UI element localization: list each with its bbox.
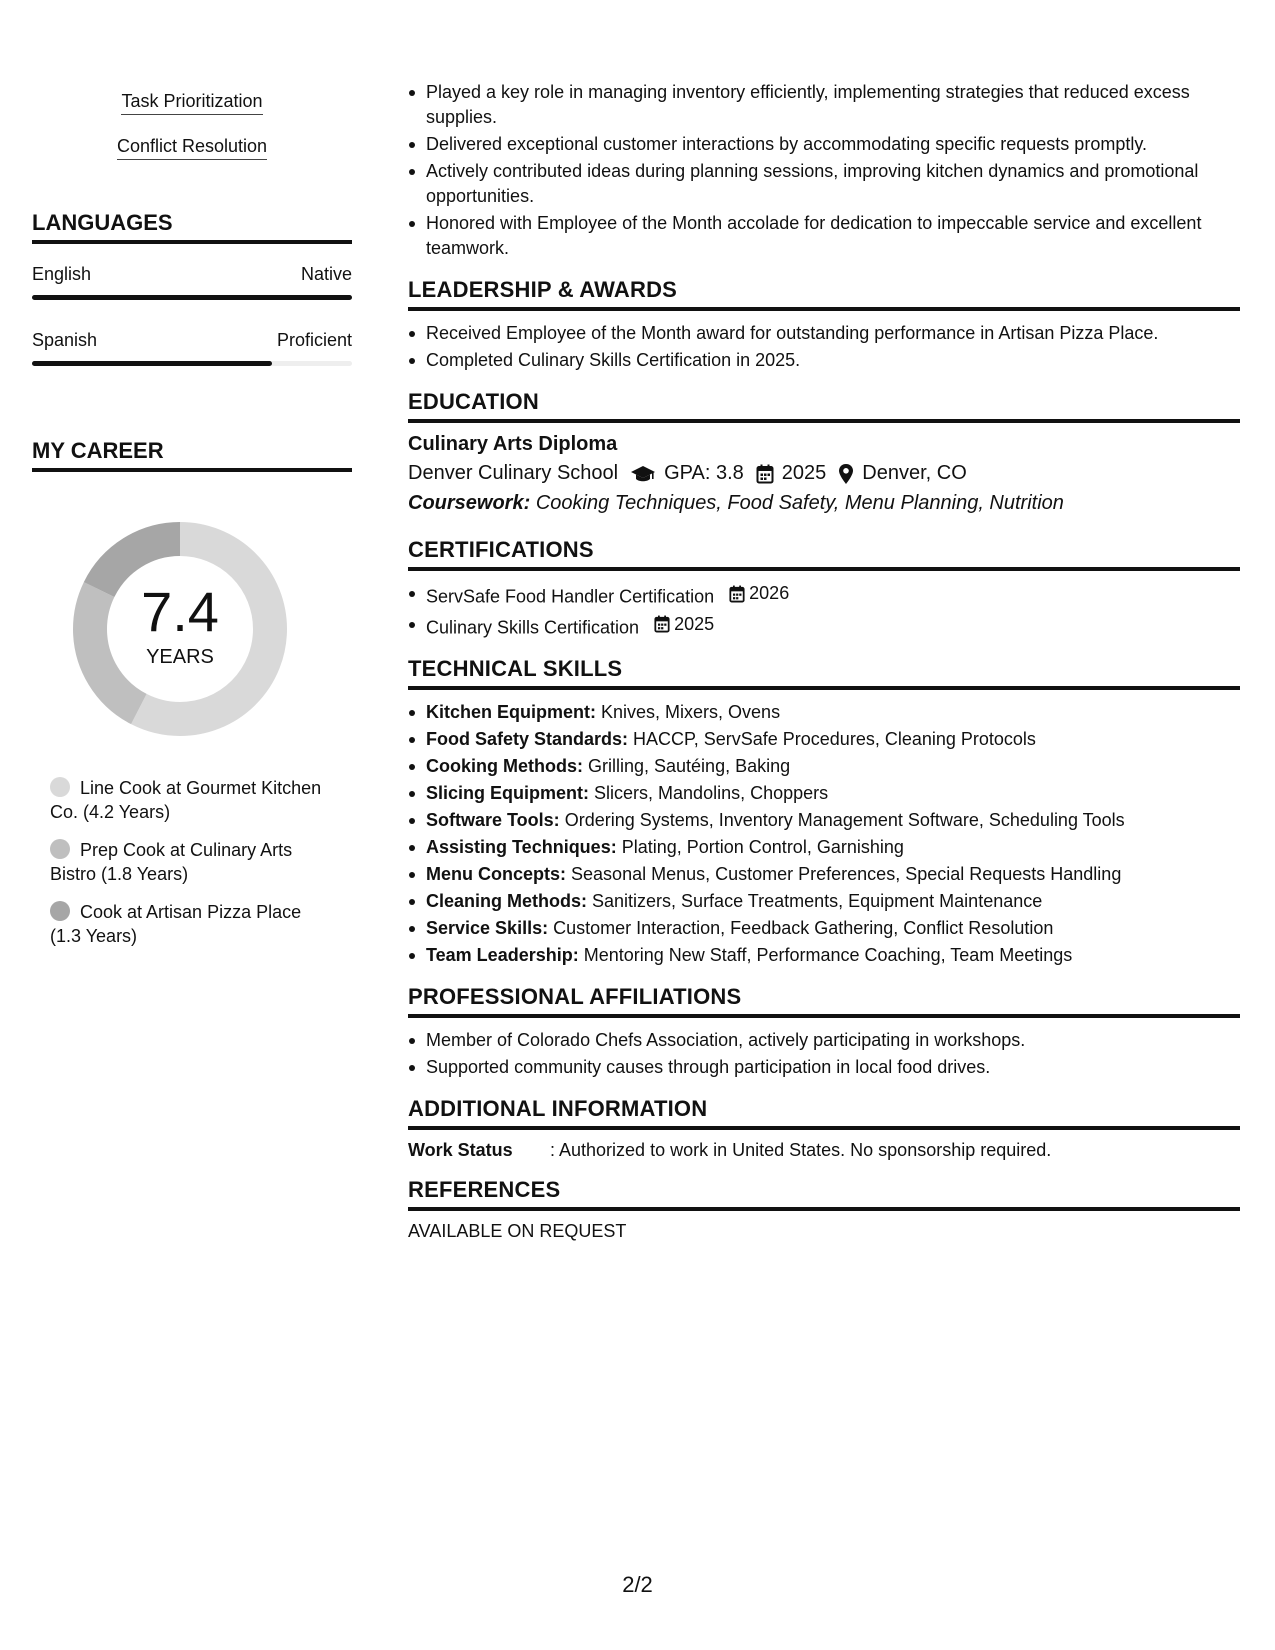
work-status-value: : Authorized to work in United States. No sponsorship required. <box>550 1140 1052 1160</box>
skill-label: Cleaning Methods: <box>426 891 587 911</box>
skill-value: Slicers, Mandolins, Choppers <box>594 783 829 803</box>
legend-dot <box>50 777 70 797</box>
skill-item <box>408 808 1240 833</box>
work-status-label: Work Status <box>408 1140 513 1160</box>
language-name: Spanish <box>32 330 98 350</box>
experience-bullet: Delivered exceptional customer interactions by accommodating specific requests promptly. <box>408 132 1240 157</box>
legend-dot <box>50 901 70 921</box>
career-total-value: 7.4 <box>141 579 219 643</box>
skill-value: Grilling, Sautéing, Baking <box>588 756 791 776</box>
skill-label: Service Skills: <box>426 918 549 938</box>
leadership-item: Received Employee of the Month award for outstanding performance in Artisan Pizza Place. <box>408 321 1240 346</box>
career-legend-item <box>50 900 330 948</box>
skill-label: Slicing Equipment: <box>426 783 590 803</box>
soft-skill: Conflict Resolution <box>117 136 267 160</box>
skill-value: Sanitizers, Surface Treatments, Equipment Maintenance <box>592 891 1043 911</box>
coursework-value: Cooking Techniques, Food Safety, Menu Planning, Nutrition <box>535 492 1064 514</box>
skill-value: Customer Interaction, Feedback Gathering, Conflict Resolution <box>553 918 1054 938</box>
affiliations-list <box>408 1028 1240 1080</box>
certification-year: 2025 <box>674 613 715 634</box>
language-bar <box>32 295 352 300</box>
experience-bullet: Honored with Employee of the Month accolade for dedication to impeccable service and excellent teamwork. <box>408 211 1240 261</box>
skill-item <box>408 700 1240 725</box>
career-legend-label: Line Cook at Gourmet Kitchen Co. (4.2 Years) <box>50 778 322 822</box>
skill-label: Software Tools: <box>426 810 560 830</box>
sidebar <box>32 80 352 962</box>
education-year: 2025 <box>781 462 827 484</box>
skill-item <box>408 835 1240 860</box>
skill-label: Team Leadership: <box>426 945 579 965</box>
career-legend <box>50 776 330 948</box>
graduation-cap-icon <box>630 464 656 484</box>
skill-item <box>408 781 1240 806</box>
skill-item <box>408 889 1240 914</box>
main-content <box>408 80 1240 1242</box>
experience-bullets <box>408 80 1240 261</box>
skill-item <box>408 862 1240 887</box>
certifications-heading: CERTIFICATIONS <box>408 537 1240 571</box>
language-item <box>32 264 352 300</box>
certification-item <box>408 612 1240 641</box>
certification-item <box>408 581 1240 610</box>
calendar-icon <box>654 615 670 633</box>
certifications-list <box>408 581 1240 640</box>
language-item <box>32 330 352 366</box>
skill-label: Food Safety Standards: <box>426 729 629 749</box>
language-bar-fill <box>32 295 352 300</box>
leadership-heading: LEADERSHIP & AWARDS <box>408 277 1240 311</box>
skill-item <box>408 727 1240 752</box>
experience-bullet: Played a key role in managing inventory efficiently, implementing strategies that reduced excess supplies. <box>408 80 1240 130</box>
career-legend-item <box>50 838 330 886</box>
languages-heading: LANGUAGES <box>32 210 352 244</box>
skill-value: Plating, Portion Control, Garnishing <box>621 837 904 857</box>
education-location: Denver, CO <box>862 462 967 484</box>
technical-skills-heading: TECHNICAL SKILLS <box>408 656 1240 690</box>
skill-value: Seasonal Menus, Customer Preferences, Special Requests Handling <box>571 864 1122 884</box>
leadership-list <box>408 321 1240 373</box>
skill-value: Mentoring New Staff, Performance Coaching, Team Meetings <box>583 945 1073 965</box>
education-coursework <box>408 492 1240 515</box>
soft-skill: Task Prioritization <box>121 91 262 115</box>
language-bar-fill <box>32 361 272 366</box>
affiliation-item: Supported community causes through participation in local food drives. <box>408 1055 1240 1080</box>
affiliation-item: Member of Colorado Chefs Association, actively participating in workshops. <box>408 1028 1240 1053</box>
education-heading: EDUCATION <box>408 389 1240 423</box>
certification-year: 2026 <box>749 583 790 603</box>
soft-skills <box>32 80 352 170</box>
leadership-item: Completed Culinary Skills Certification in 2025. <box>408 348 1240 373</box>
language-bar <box>32 361 352 366</box>
skill-label: Assisting Techniques: <box>426 837 617 857</box>
career-legend-label: Cook at Artisan Pizza Place (1.3 Years) <box>50 902 302 946</box>
language-level: Native <box>300 264 352 284</box>
additional-info-heading: ADDITIONAL INFORMATION <box>408 1096 1240 1130</box>
map-pin-icon <box>838 463 854 485</box>
skill-label: Cooking Methods: <box>426 756 583 776</box>
skill-item <box>408 916 1240 941</box>
coursework-label: Coursework: <box>408 492 531 514</box>
education-school: Denver Culinary School <box>408 462 619 484</box>
career-donut-chart <box>65 514 295 744</box>
education-details <box>408 462 1240 485</box>
skill-item <box>408 943 1240 968</box>
work-status-row <box>408 1140 1240 1161</box>
certification-name: Culinary Skills Certification <box>426 617 640 637</box>
education-degree: Culinary Arts Diploma <box>408 433 618 455</box>
references-heading: REFERENCES <box>408 1177 1240 1211</box>
education-gpa: GPA: 3.8 <box>664 462 744 484</box>
skill-value: Knives, Mixers, Ovens <box>601 702 781 722</box>
certification-name: ServSafe Food Handler Certification <box>426 586 715 607</box>
career-legend-item <box>50 776 330 824</box>
affiliations-heading: PROFESSIONAL AFFILIATIONS <box>408 984 1240 1018</box>
skill-value: HACCP, ServSafe Procedures, Cleaning Protocols <box>633 729 1036 749</box>
skill-item <box>408 754 1240 779</box>
language-level: Proficient <box>276 330 352 350</box>
calendar-icon <box>729 585 745 603</box>
career-heading: MY CAREER <box>32 438 352 472</box>
career-total-unit: YEARS <box>146 645 214 668</box>
legend-dot <box>50 839 70 859</box>
experience-bullet: Actively contributed ideas during planning sessions, improving kitchen dynamics and promotional opportunities. <box>408 159 1240 209</box>
career-legend-label: Prep Cook at Culinary Arts Bistro (1.8 Years) <box>50 840 293 884</box>
skill-label: Menu Concepts: <box>426 864 567 884</box>
language-name: English <box>32 264 92 284</box>
calendar-icon <box>756 464 774 484</box>
skill-label: Kitchen Equipment: <box>426 702 596 722</box>
skill-value: Ordering Systems, Inventory Management Software, Scheduling Tools <box>564 810 1125 830</box>
page-number: 2/2 <box>622 1572 653 1597</box>
technical-skills-list <box>408 700 1240 968</box>
references-value: AVAILABLE ON REQUEST <box>408 1221 627 1241</box>
